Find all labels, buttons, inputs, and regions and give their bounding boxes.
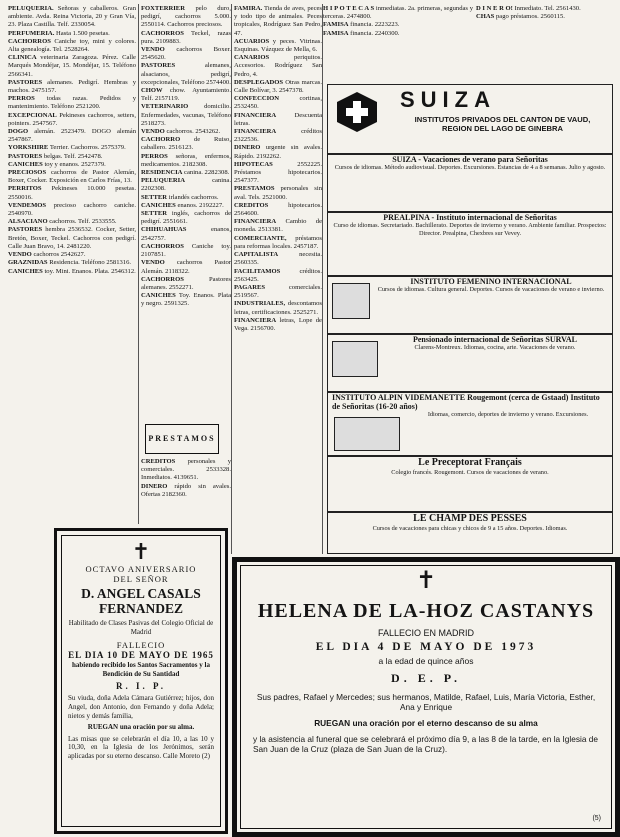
classified-ad-lead: VENDO (141, 46, 165, 54)
classified-ad-text: financia. 2223223. (348, 21, 400, 29)
column-divider (138, 4, 139, 524)
school-ad-title: Pensionado internacional de Señoritas SURVAL (412, 335, 578, 344)
classified-ad (8, 30, 136, 38)
classified-ad-text: alemanes, alsacianos, pedigrí, excepcionales, Teléfono 2574400. (141, 62, 231, 86)
classified-ad (234, 161, 322, 186)
classified-ad-text: y peces. Vitrinas. Esquinas. Vázquez de Mella, 6. (234, 37, 322, 54)
classified-ad-lead: HIPOTECAS (234, 160, 273, 168)
classified-ad-text: enanos, 2542757. (141, 226, 231, 242)
classified-ad-lead: CACHORROS (141, 29, 184, 37)
classified-ad (476, 13, 614, 21)
classified-ad-lead: VENDO (141, 259, 165, 267)
classified-ad-lead: VETERINARIO (141, 103, 189, 111)
classified-ad-lead: PELUQUERIA (141, 177, 185, 185)
obituary-ruegan: RUEGAN una oración por el eterno descanso de su alma (314, 718, 538, 728)
classified-ad-text: pelo duro, pedigrí, cachorros 5.000. 2550114. Cachorros preciosos. (141, 5, 231, 29)
classified-ad (234, 112, 322, 128)
classified-ad-lead: PRECIOSOS (8, 169, 47, 177)
classified-ad (234, 38, 322, 54)
classified-ad-lead: DOGO (8, 128, 29, 136)
classified-ad-text: Pekineses 10.000 pesetas. 2550016. (8, 185, 136, 201)
classified-ad (141, 5, 231, 30)
classified-ad-text: créditos. 2563425. (234, 267, 322, 283)
school-ad-title: INSTITUTO ALPIN VIDEMANETTE Rougemont (cerca de Gstaad) Instituto de Señoritas (16-20 años) (332, 393, 600, 411)
classified-ad-text: precioso cachorro caniche. 2540970. (8, 201, 136, 218)
classified-ad (234, 284, 322, 300)
classified-ad-text: 2552225. Préstamos hipotecarios. 2547377. (234, 160, 322, 185)
classifieds-column-2b (141, 458, 231, 528)
classified-ad-lead: ALSACIANO (8, 218, 48, 226)
classified-ad-text: canina. 2202308. (141, 177, 231, 193)
obituary-service: y la asistencia al funeral que se celebrará el próximo día 9, a las 8 de la tarde, en la Iglesia de San Juan de la Cruz (plaza de San Juan de la Cruz). (253, 734, 598, 754)
obituary-role: Habilitado de Clases Pasivas del Colegio Oficial de Madrid (68, 619, 214, 636)
obituary-rip: D. E. P. (391, 671, 461, 685)
school-ad-6 (327, 456, 613, 512)
classified-ad-lead: PERROS (141, 152, 168, 160)
classified-ad-text: chow. Ayuntamiento. Telf. 2157119. (141, 87, 231, 103)
column-divider (231, 4, 232, 554)
classified-ad (8, 54, 136, 79)
classified-ad-lead: CLINICA (8, 54, 37, 62)
classified-ad-lead: CACHORROS (8, 37, 51, 45)
classified-ad-text: domicilio. Enfermedades, vacunas, Teléfono 2518273. (141, 103, 231, 127)
school-ad-text: Cursos de idiomas. Método audiovisual. Deportes. Excursiones. Estancias de 4 a 8 semanas. Julio y agosto. (334, 164, 606, 171)
classified-ad-lead: EXCEPCIONAL (8, 111, 57, 119)
classified-ad-lead: VENDEMOS (8, 201, 47, 209)
classified-ad-lead: PERFUMERIA. (8, 29, 55, 37)
classified-ad-lead: PERRITOS (8, 185, 42, 193)
school-ad-1 (327, 154, 613, 212)
classified-ad-text: Inmediato. Tel. 2561430. (512, 5, 581, 12)
school-ad-2 (327, 212, 613, 276)
obituary-fallecio: FALLECIO (116, 640, 166, 651)
classified-ad-lead: YORKSHIRE (8, 144, 49, 152)
classified-ad (8, 268, 136, 276)
classified-ad-lead: CANICHES (8, 267, 43, 275)
classified-ad-text: pago préstamos. 2560115. (494, 13, 565, 21)
classified-ad-lead: DINERO (141, 482, 168, 490)
classified-ad (323, 30, 473, 38)
school-ad-text: Colegio francés. Rougemont. Cursos de vacaciones de verano. (391, 469, 549, 476)
obituary-mass: Las misas que se celebrarán el día 10, a las 10 y 10,30, en la Iglesia de los Jerónimos, serán aplicadas por su eterno descanso. Calle Moreto (2) (68, 734, 214, 760)
school-ad-title: Le Preceptorat Français (418, 457, 522, 468)
classified-ad-lead: CHAS (476, 13, 495, 21)
school-ad-7 (327, 512, 613, 554)
classifieds-column-1 (8, 5, 136, 276)
classified-ad-text: Pastores alemanes. 2552271. (141, 275, 231, 291)
classified-ad-lead: VENDO (141, 128, 165, 136)
classified-ad (234, 202, 322, 218)
classified-ad-text: cortinas, 2532450. (234, 95, 322, 111)
classified-ad (8, 202, 136, 218)
obituary-age: a la edad de quince años (378, 656, 474, 666)
classified-ad-lead: VENDO (8, 251, 32, 259)
classified-ad (141, 46, 231, 62)
cross-icon: ✝ (415, 568, 437, 594)
classified-ad (141, 177, 231, 193)
classified-ad-text: Hasta 1.500 pesetas. (54, 29, 110, 37)
classified-ad-text: cachorros de Pastor Alemán, Boxer, Cocker. Exposición en Carlos Frías, 13. (8, 169, 136, 185)
classified-ad-text: veterinaria Zaragoza. Pérez. Calle Marqués Mondéjar, 15. Mondéjar, 15. Teléfono 2566341. (8, 54, 136, 78)
classified-ad-text: inglés, cachorros de pedigrí. 2551661. (141, 210, 231, 226)
classified-ad-lead: FACILITAMOS (234, 267, 281, 275)
school-ad-text: Cursos de vacaciones para chicas y chicos de 9 a 15 años. Deportes. Idiomas. (372, 525, 568, 532)
classified-ad (8, 153, 136, 161)
classified-ad (141, 202, 231, 210)
classified-ad-lead: FAMISA (323, 29, 349, 37)
classified-ad-lead: PASTORES (141, 62, 176, 70)
classified-ad-text: financia. 2240300. (348, 29, 400, 37)
classified-ad (8, 112, 136, 128)
classified-ad-lead: CANICHES (141, 292, 176, 300)
classified-ad (8, 226, 136, 251)
classified-ad-lead: PAGARES (234, 283, 266, 291)
obituary-name: HELENA DE LA-HOZ CASTANYS (257, 600, 595, 622)
classified-ad-text: descontamos letras, certificaciones. 2525271. (234, 300, 322, 316)
classified-ad-text: enanos. 2192227. (175, 201, 224, 209)
classified-ad-text: todas razas. Pedidos y mantenimiento. Teléfono 2521200. (8, 95, 136, 111)
classified-ad-lead: H I P O T E C A S (323, 5, 375, 12)
classified-ad-lead: GRAZNIDAS (8, 259, 48, 267)
classified-ad-text: rápido sin avales. Ofertas 2182360. (141, 482, 231, 498)
obituary-family: Su viuda, doña Adela Cámara Gutiérrez; hijos, don Angel, don Antonio, don Fernando y doña Adela; nietos y demás familia, (68, 694, 214, 720)
classified-ad-lead: FINANCIERA (234, 316, 277, 324)
page-marker: (5) (592, 815, 601, 822)
classified-ad (234, 5, 322, 38)
school-ad-5 (327, 392, 613, 456)
classified-ad-text: toy y enanos. 2527379. (42, 160, 106, 168)
classified-ad-text: Cambio de moneda. 2513381. (234, 218, 322, 234)
classified-ad (141, 30, 231, 46)
classified-ad-text: urgente sin avales. Rápido. 2192262. (234, 144, 322, 160)
classified-ad (141, 153, 231, 169)
classified-ad (323, 21, 473, 29)
classified-ad-lead: CACHORROS (141, 242, 184, 250)
classified-ad-text: cachorros Boxer. 2545620. (141, 46, 231, 62)
prestamos-header (145, 424, 219, 454)
school-ad-text: Clarens-Montreux. Idiomas, cocina, arte. Vacaciones de verano. (414, 344, 576, 351)
obituary-angel-casals (54, 528, 228, 834)
classified-ad (141, 62, 231, 87)
classified-ad-lead: CHIHUAHUAS (141, 226, 187, 234)
obituary-name: D. ANGEL CASALS FERNANDEZ (81, 586, 201, 616)
classified-ad-text: Tienda de aves, peces y todo tipo de animales. Peces tropicales, Rodríguez San Pedro, 47. (234, 5, 322, 37)
classified-ad-text: alemán. 2523479. DOGO alemán 2547867. (8, 128, 136, 144)
suiza-header-ad (327, 84, 613, 154)
classified-ad (8, 38, 136, 54)
classified-ad-lead: PASTORES (8, 226, 43, 234)
cross-icon: ✝ (131, 539, 151, 564)
classified-ad (141, 276, 231, 292)
classified-ad-text: alemanes. Pedigrí. Hembras y machos. 2475157. (8, 78, 136, 95)
classified-ad-lead: PELUQUERIA. (8, 5, 54, 12)
classified-ad-text: cachorros. Telf. 2533555. (47, 218, 117, 226)
classified-ad-lead: FINANCIERA (234, 128, 277, 136)
classified-ad (141, 292, 231, 308)
classified-ad-lead: SETTER (141, 193, 168, 201)
classified-ad-text: créditos 2322536. (234, 128, 322, 144)
classified-ad-text: cachorros Pastor Alemán. 2118322. (141, 259, 231, 275)
classified-ad-lead: RESIDENCIA (141, 169, 183, 177)
classified-ad (141, 243, 231, 259)
swiss-shield-icon (336, 91, 378, 133)
school-building-icon (332, 341, 378, 377)
classified-ad-lead: CHOW (141, 87, 163, 95)
classified-ad (8, 79, 136, 95)
classified-ad-text: canina. 2282308. (182, 169, 230, 177)
classified-ad (141, 210, 231, 226)
obituary-date: EL DIA 4 DE MAYO DE 1973 (315, 641, 537, 653)
classified-ad-lead: FAMIRA. (234, 5, 263, 12)
classified-ad (8, 218, 136, 226)
classified-ad-text: letras, Lope de Vega. 2156700. (234, 316, 322, 332)
classified-ad (476, 5, 614, 13)
classified-ad-text: Caniche toy, mini y colores. Alta genealogía. Tel. 2528264. (8, 37, 136, 54)
classified-ad-lead: ACUARIOS (234, 37, 270, 45)
classified-ad-lead: FINANCIERA (234, 218, 277, 226)
classified-ad (234, 144, 322, 160)
classified-ad-lead: PERROS (8, 95, 35, 103)
classified-ad-lead: FOXTERRIER (141, 5, 185, 12)
classified-ad-text: periquitos. Accesorios. Rodríguez San Pedro, 4. (234, 54, 322, 78)
classified-ad (8, 169, 136, 185)
classified-ad-text: señoras, enfermos, medicamentos. 2182308. (141, 152, 231, 168)
classified-ad (141, 128, 231, 136)
classified-ad-text: Teckel, razas pura. 2109883. (141, 29, 231, 45)
classified-ad-lead: CACHORRO (141, 136, 181, 144)
classified-ad (141, 483, 231, 499)
classified-ad-lead: CANICHES (8, 160, 43, 168)
classified-ad-lead: SETTER (141, 210, 168, 218)
obituary-sacramentos: habiendo recibido los Santos Sacramentos y la Bendición de Su Santidad (72, 661, 210, 678)
classified-ad-lead: D I N E R O! (476, 5, 513, 12)
school-building-icon (332, 283, 370, 319)
classified-ad-lead: DINERO (234, 144, 261, 152)
school-ad-title: LE CHAMP DES PESSES (413, 513, 527, 524)
classified-ad (234, 268, 322, 284)
classified-ad-text: personales y comerciales. 2533328. Inmediatos. 4139651. (141, 458, 231, 482)
classified-ad-text: Caniche toy. 2107851. (141, 242, 231, 259)
school-ad-text: Curso de idiomas. Secretariado. Bachillerato. Deportes de invierno y verano. Ambiente familiar. Prospectos: Director. Prealpina, Chexbres sur Vevey. (333, 222, 607, 237)
classified-ad-text: cachorros 2542627. (31, 251, 86, 259)
classified-ad-text: personales sin aval. Tels. 2521000. (234, 185, 322, 201)
classified-ad-text: Descuenta letras. (234, 111, 322, 127)
classified-ad-text: Señoras y caballeros. Gran ambiente. Avda. Reina Victoria, 20 y Gran Vía, 23. Plaza Castilla. Telf. 2330054. (8, 5, 136, 29)
classified-ad-text: comerciales. 2519567. (234, 283, 322, 300)
prestamos-label: PRESTAMOS (148, 434, 216, 443)
classifieds-column-2 (141, 5, 231, 415)
classified-ad (234, 300, 322, 316)
classified-ad-lead: COMERCIANTE, (234, 234, 287, 242)
classified-ad-text: irlandés cachorros. (167, 193, 219, 201)
classified-ad (8, 161, 136, 169)
suiza-title: SUIZA (400, 87, 496, 112)
obituary-fallecio: FALLECIO EN MADRID (377, 628, 475, 638)
obituary-family: Sus padres, Rafael y Mercedes; sus hermanos, Matilde, Rafael, Luis, María Victoria, Esther, Ana y Enrique (256, 692, 596, 712)
classified-ad-lead: DESPLEGADOS (234, 78, 284, 86)
obituary-rip: R. I. P. (116, 681, 166, 692)
classified-ad (234, 79, 322, 95)
classified-ad-text: inmediatas. 2a. primeras, segundas y terceras. 2474800. (323, 5, 473, 21)
obituary-heading: OCTAVO ANIVERSARIO (85, 564, 197, 574)
classified-ad (234, 54, 322, 79)
chalet-icon (334, 417, 400, 451)
classified-ad (8, 259, 136, 267)
classified-ad-lead: CACHORROS (141, 275, 184, 283)
classifieds-column-4-top (323, 5, 473, 83)
classified-ad (234, 185, 322, 201)
classified-ad (234, 128, 322, 144)
classified-ad (8, 5, 136, 30)
classified-ad (141, 103, 231, 128)
classifieds-column-5-top (476, 5, 614, 83)
classified-ad (234, 218, 322, 234)
classified-ad-text: cachorros. 2543262. (164, 128, 221, 136)
school-ad-4 (327, 334, 613, 392)
classified-ad (141, 194, 231, 202)
classified-ad (234, 317, 322, 333)
classified-ad-text: Toy. Enanos. Plata y negro. 2591325. (141, 292, 231, 308)
classified-ad (234, 95, 322, 111)
classified-ad-lead: FINANCIERA (234, 111, 277, 119)
classified-ad (8, 185, 136, 201)
classified-ad-lead: CANARIOS (234, 54, 270, 62)
classified-ad-text: Terrier. Cachorros. 2575379. (48, 144, 126, 152)
classified-ad (8, 251, 136, 259)
classified-ad-text: Pekineses cachorros, setters, pointers. 2547567. (8, 111, 136, 127)
classified-ad (8, 128, 136, 144)
school-ad-title: INSTITUTO FEMENINO INTERNACIONAL (410, 277, 572, 286)
classified-ad (141, 458, 231, 483)
classified-ad-lead: CREDITOS (141, 458, 176, 465)
classified-ad-text: de Ruiso, caballero. 2516123. (141, 136, 231, 152)
classified-ad-lead: PASTORES (8, 78, 43, 86)
school-ad-text: Idiomas, comercio, deportes de invierno y verano. Excursiones. (427, 411, 589, 418)
classified-ad-text: hipotecarios. 2564600. (234, 201, 322, 218)
classified-ad-text: préstamos para reformas locales. 2457187. (234, 234, 322, 250)
classifieds-column-3 (234, 5, 322, 550)
classified-ad-lead: CONFECCION (234, 95, 280, 103)
classified-ad-lead: CAPITALISTA (234, 251, 279, 259)
obituary-helena-de-la-hoz (232, 557, 620, 837)
school-ad-text: Cursos de idiomas. Cultura general. Deportes. Cursos de vacaciones de verano e invierno. (377, 286, 605, 293)
obituary-del: DEL SEÑOR (113, 574, 169, 584)
school-ad-title: PREALPINA - Instituto internacional de Señoritas (383, 213, 557, 222)
classified-ad (234, 251, 322, 267)
classified-ad (8, 144, 136, 152)
classified-ad (141, 136, 231, 152)
classified-ad (141, 226, 231, 242)
classified-ad-text: belgas. Telf. 2542478. (42, 152, 103, 160)
classified-ad-lead: PASTORES (8, 152, 43, 160)
obituary-date: EL DIA 10 DE MAYO DE 1965 (68, 650, 214, 661)
classified-ad-text: Residencia. Teléfono 2581316. (47, 259, 132, 267)
classified-ad-lead: CREDITOS (234, 201, 269, 209)
classified-ad-lead: PRESTAMOS (234, 185, 275, 193)
classified-ad (141, 259, 231, 275)
school-ad-3 (327, 276, 613, 334)
classified-ad (8, 95, 136, 111)
classified-ad-lead: FAMISA (323, 21, 349, 29)
classified-ad-text: hembra 2536532. Cocker, Setter, Bretón, Boxer, Teckel. Cachorros con pedigrí. Calle Juan Bravo, 14. 2481220. (8, 226, 136, 250)
classified-ad (141, 87, 231, 103)
classified-ad-text: Otras marcas. Calle Bolívar, 3. 2547378. (234, 78, 322, 95)
classified-ad-lead: CANICHES (141, 201, 176, 209)
suiza-subtitle: INSTITUTOS PRIVADOS DEL CANTON DE VAUD, REGION DEL LAGO DE GINEBRA (414, 115, 591, 133)
classified-ad-text: necesita. 2560335. (234, 251, 322, 267)
school-ad-title: SUIZA - Vacaciones de verano para Señoritas (392, 155, 548, 164)
column-divider (322, 4, 323, 554)
obituary-ruegan: RUEGAN una oración por su alma. (87, 723, 195, 732)
classified-ad-text: toy. Mini. Enanos. Plata. 2546312. (42, 267, 136, 275)
classified-ad-lead: INDUSTRIALES, (234, 300, 286, 308)
classified-ad (234, 235, 322, 251)
classified-ad (141, 169, 231, 177)
classified-ad (323, 5, 473, 21)
